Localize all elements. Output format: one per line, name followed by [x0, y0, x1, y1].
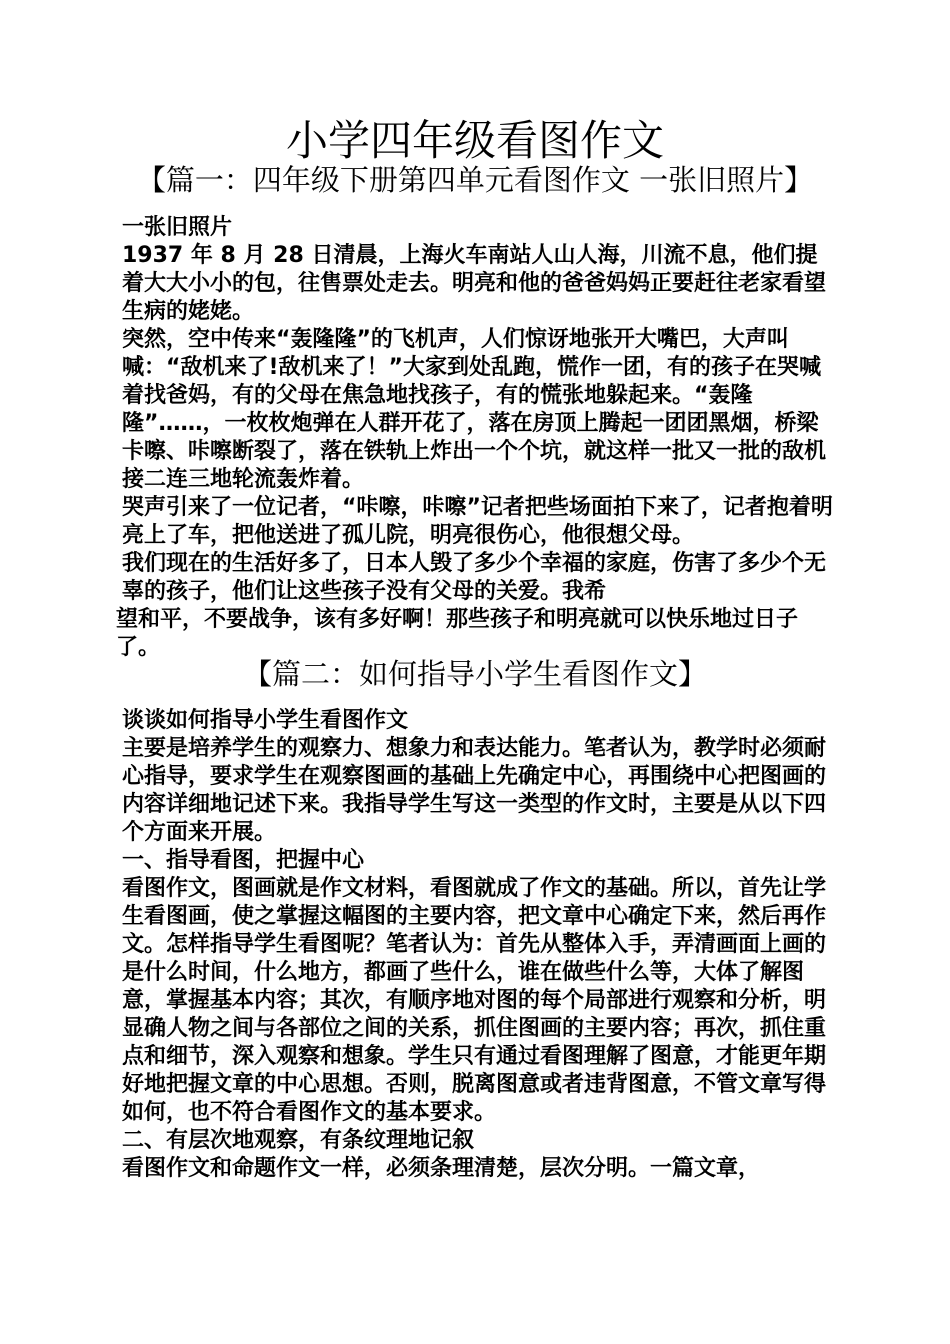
section-2-body	[116, 707, 834, 1183]
section-1-paragraph: 突然，空中传来“轰隆隆”的飞机声，人们惊讶地张开大嘴巴，大声叫喊：“敌机来了!敌机来了！”大家到处乱跑，慌作一团，有的孩子在哭喊着找爸妈，有的父母在焦急地找孩子，有的慌张地躲起来。“轰隆隆”……，一枚枚炮弹在人群开花了，落在房顶上腾起一团团黑烟，桥梁卡嚓、咔嚓断裂了，落在铁轨上炸出一个个坑，就这样一批又一批的敌机接二连三地轮流轰炸着。	[122, 327, 827, 492]
section-1-paragraph: 哭声引来了一位记者，“咔嚓，咔嚓”记者把些场面拍下来了，记者抱着明亮上了车，把他送进了孤儿院，明亮很伤心，他很想父母。	[122, 495, 833, 548]
section-1-heading: 【篇一：四年级下册第四单元看图作文 一张旧照片】	[136, 163, 814, 197]
section-2-subtitle: 谈谈如何指导小学生看图作文	[122, 708, 409, 733]
section-1-body	[116, 214, 834, 662]
section-1-paragraph: 1937 年 8 月 28 日清晨，上海火车南站人山人海，川流不息，他们提着大大小小的包，往售票处走去。明亮和他的爸爸妈妈正要赶往老家看望生病的姥姥。	[122, 243, 827, 324]
section-1-paragraph: 我们现在的生活好多了，日本人毁了多少个幸福的家庭，伤害了多少个无辜的孩子，他们让这些孩子没有父母的关爱。我希	[122, 551, 827, 604]
point-2-title: 二、有层次地观察，有条纹理地记叙	[122, 1128, 475, 1153]
section-2-intro: 主要是培养学生的观察力、想象力和表达能力。笔者认为，教学时必须耐心指导，要求学生在观察图画的基础上先确定中心，再围绕中心把图画的内容详细地记述下来。我指导学生写这一类型的作文时，主要是从以下四个方面来开展。	[122, 736, 827, 845]
section-1-subtitle: 一张旧照片	[122, 215, 233, 240]
point-1-body: 看图作文，图画就是作文材料，看图就成了作文的基础。所以，首先让学生看图画，使之掌握这幅图的主要内容，把文章中心确定下来，然后再作文。怎样指导学生看图呢？笔者认为：首先从整体入手，弄清画面上画的是什么时间，什么地方，都画了些什么，谁在做些什么等，大体了解图意，掌握基本内容；其次，有顺序地对图的每个局部进行观察和分析，明显确人物之间与各部位之间的关系，抓住图画的主要内容；再次，抓住重点和细节，深入观察和想象。学生只有通过看图理解了图意，才能更年期好地把握文章的中心思想。否则，脱离图意或者违背图意，不管文章写得如何，也不符合看图作文的基本要求。	[122, 876, 827, 1125]
document-title: 小学四年级看图作文	[285, 116, 664, 165]
section-1-paragraph: 望和平，不要战争，该有多好啊！那些孩子和明亮就可以快乐地过日子了。	[116, 607, 799, 660]
point-1-title: 一、指导看图，把握中心	[122, 848, 365, 873]
point-2-body: 看图作文和命题作文一样，必须条理清楚，层次分明。一篇文章，	[122, 1156, 761, 1181]
section-2-heading: 【篇二：如何指导小学生看图作文】	[242, 657, 707, 691]
